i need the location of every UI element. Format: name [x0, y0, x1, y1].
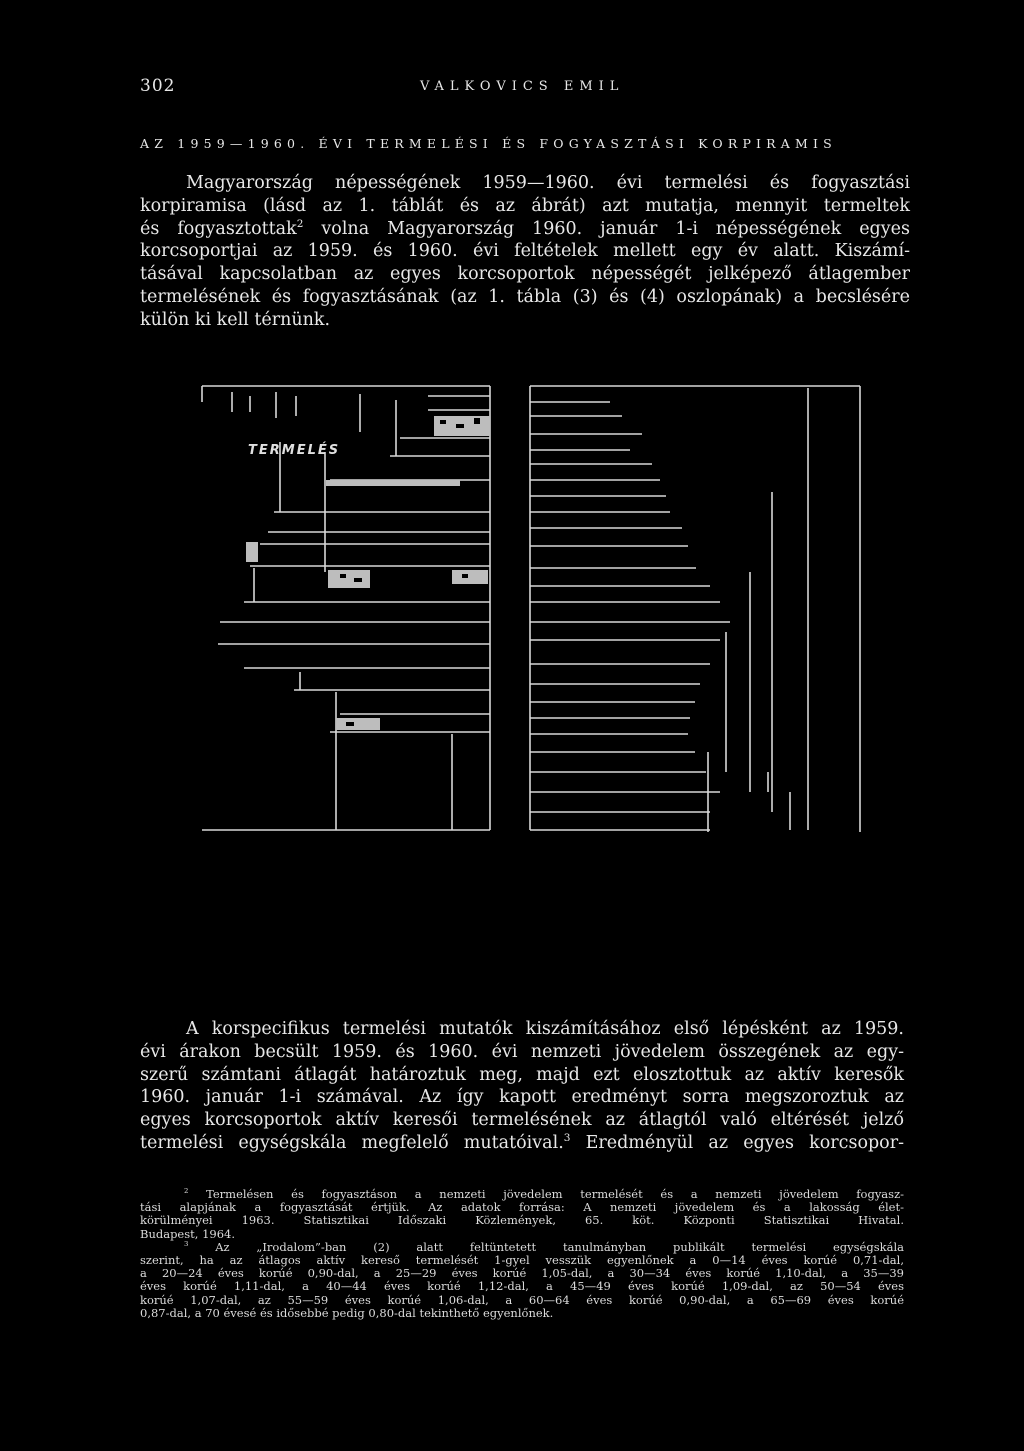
footnote-text: Termelésen és fogyasztáson a nemzeti jövedelem termelését és a nemzeti jövedelem fogyasz- [206, 1187, 905, 1201]
footnote-3-line: szerint, ha az átlagos aktív kereső termelését 1-gyel vesszük egyenlőnek a 0—14 éves korúé 0,71-dal, [140, 1253, 904, 1268]
paragraph-line: A korspecifikus termelési mutatók kiszámításához első lépésként az 1959. [186, 1019, 904, 1039]
paragraph-line: korcsoportjai az 1959. és 1960. évi feltételek mellett egy év alatt. Kiszámí- [140, 241, 910, 262]
figure-label: TERMELÉS [248, 443, 341, 458]
footnote-ref-2[interactable]: 2 [296, 217, 304, 230]
paragraph-line: Magyarország népességének 1959—1960. évi termelési és fogyasztási [186, 173, 910, 193]
footnote-2-line: tási alapjának a fogyasztását értjük. Az adatok forrása: A nemzeti jövedelem és a lakosság élet- [140, 1200, 904, 1215]
footnote-2-line: Budapest, 1964. [140, 1226, 235, 1241]
footnote-text: Az „Irodalom”-ban (2) alatt feltüntetett tanulmányban publikált termelési egységskála [215, 1239, 904, 1254]
paragraph-line: évi árakon becsült 1959. és 1960. évi nemzeti jövedelem összegének az egy- [140, 1041, 904, 1062]
paragraph-1 [140, 172, 910, 332]
paragraph-line [140, 1132, 904, 1155]
footnote-ref-3[interactable]: 3 [563, 1132, 571, 1145]
paragraph-text: termelési egységskála megfelelő mutatóival. [140, 1132, 564, 1153]
footnote-3-marker: 3 [184, 1239, 189, 1248]
footnote-3-line: korúé 1,07-dal, az 55—59 éves korúé 1,06-dal, a 60—64 éves korúé 0,90-dal, a 65—69 éves korúé [140, 1292, 904, 1307]
paragraph-line: korpiramisa (lásd az 1. táblát és az ábrát) azt mutatja, mennyit termeltek [140, 195, 910, 216]
paragraph-line: egyes korcsoportok aktív keresői termelésének az átlagtól való eltérését jelző [140, 1110, 904, 1131]
paragraph-line: szerű számtani átlagát határoztuk meg, majd ezt elosztottuk az aktív keresők [140, 1064, 904, 1085]
running-head: VALKOVICS EMIL [420, 79, 625, 94]
section-heading: AZ 1959—1960. ÉVI TERMELÉSI ÉS FOGYASZTÁSI KORPIRAMIS [140, 136, 837, 151]
hatched-block [336, 718, 380, 730]
production-consumption-pyramid-figure [190, 372, 870, 842]
paragraph-text: volna Magyarország 1960. január 1-i népességének egyes [321, 218, 910, 239]
footnotes [140, 1188, 904, 1320]
hatched-block [328, 570, 370, 588]
paragraph-line: 1960. január 1-i számával. Az így kapott eredményt sorra megszoroztuk az [140, 1087, 904, 1108]
paragraph-text: Eredményül az egyes korcsopor- [585, 1132, 904, 1153]
paragraph-line: termelésének és fogyasztásának (az 1. tábla (3) és (4) oszlopának) a becslésére [140, 286, 910, 307]
paragraph-2 [140, 1018, 904, 1155]
paragraph-line: külön ki kell térnünk. [140, 309, 331, 330]
footnote-3-line: éves korúé 1,11-dal, a 40—44 éves korúé 1,12-dal, a 45—49 éves korúé 1,09-dal, az 50—54 éves [140, 1279, 904, 1294]
paragraph-line [140, 218, 910, 241]
footnote-3-line: 0,87-dal, a 70 évesé és idősebbé pedig 0,80-dal tekinthető egyenlőnek. [140, 1305, 554, 1320]
page-number: 302 [140, 76, 176, 96]
footnote-3-line: a 20—24 éves korúé 0,90-dal, a 25—29 éves korúé 1,05-dal, a 30—34 éves korúé 1,10-dal, a 35—39 [140, 1266, 904, 1281]
footnote-2-marker: 2 [184, 1187, 189, 1196]
hatched-block [452, 570, 488, 584]
hatched-block [246, 542, 258, 562]
hatched-block [326, 480, 460, 486]
footnote-2-line: körülményei 1963. Statisztikai Időszaki Közlemények, 65. köt. Központi Statisztikai Hivatal. [140, 1213, 904, 1228]
paragraph-line: tásával kapcsolatban az egyes korcsoportok népességét jelképező átlagember [140, 264, 910, 285]
paragraph-text: és fogyasztottak [140, 218, 297, 239]
pyramid-drawing [190, 372, 870, 842]
